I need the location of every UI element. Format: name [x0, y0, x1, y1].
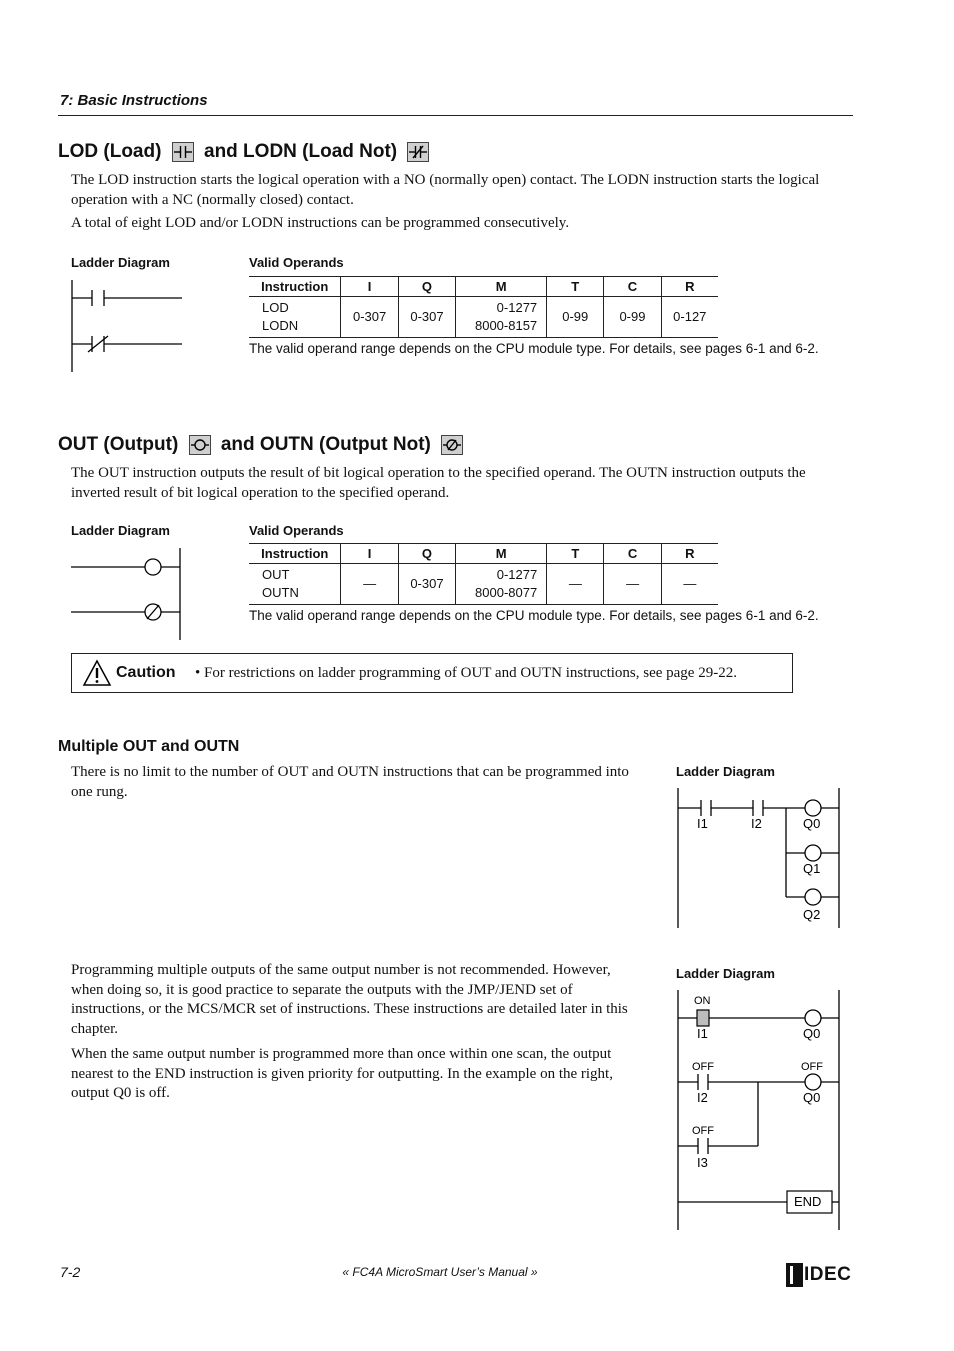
- col-q: Q: [398, 544, 455, 564]
- lod-ladder-diagram: [66, 278, 186, 374]
- out-operand-note: The valid operand range depends on the CPU module type. For details, see pages 6-1 and 6-2.: [249, 608, 819, 623]
- instruction-cell: OUT OUTN: [249, 564, 341, 605]
- lod-operand-note: The valid operand range depends on the CPU module type. For details, see pages 6-1 and 6-2.: [249, 341, 819, 356]
- multiple-para-1: There is no limit to the number of OUT and OUTN instructions that can be programmed into one rung.: [71, 764, 629, 800]
- diagram2-label: Ladder Diagram: [676, 966, 775, 981]
- label-i2: I2: [751, 816, 762, 831]
- output-coil-icon: [189, 435, 211, 455]
- out-ladder-label: Ladder Diagram: [71, 523, 170, 538]
- col-instruction: Instruction: [249, 277, 341, 297]
- c-cell: 0-99: [604, 297, 661, 338]
- diagram1-label: Ladder Diagram: [676, 764, 775, 779]
- nc-contact-icon: [407, 142, 429, 162]
- label-q0: Q0: [803, 816, 821, 831]
- label-q0-second: Q0: [803, 1090, 821, 1105]
- col-instruction: Instruction: [249, 544, 341, 564]
- r-cell: —: [661, 564, 718, 605]
- c-cell: —: [604, 564, 661, 605]
- label-off-i2: OFF: [692, 1061, 714, 1073]
- col-t: T: [547, 544, 604, 564]
- page-number: 7-2: [60, 1264, 81, 1280]
- m-cell: 0-1277 8000-8157: [456, 297, 547, 338]
- q-cell: 0-307: [398, 297, 455, 338]
- lod-title: LOD (Load): [58, 141, 162, 162]
- col-c: C: [604, 544, 661, 564]
- out-ladder-diagram: [66, 546, 186, 642]
- col-c: C: [604, 277, 661, 297]
- col-i: I: [341, 277, 398, 297]
- caution-label: Caution: [116, 664, 176, 681]
- caution-text: • For restrictions on ladder programming of OUT and OUTN instructions, see page 29-22.: [195, 665, 737, 681]
- q-cell: 0-307: [398, 564, 455, 605]
- table-row: [249, 564, 718, 605]
- col-m: M: [456, 277, 547, 297]
- label-i3: I3: [697, 1155, 708, 1170]
- col-t: T: [547, 277, 604, 297]
- idec-logo-text: IDEC: [804, 1264, 852, 1285]
- lodn-title: and LODN (Load Not): [204, 141, 398, 162]
- manual-title: « FC4A MicroSmart User’s Manual »: [342, 1265, 538, 1279]
- col-r: R: [661, 544, 718, 564]
- outn-title: and OUTN (Output Not): [220, 434, 431, 455]
- lod-description: The LOD instruction starts the logical operation with a NO (normally open) contact. The LODN instruction starts the logical operation with a NC (normally closed) contact.: [71, 172, 820, 208]
- col-r: R: [661, 277, 718, 297]
- warning-icon: [82, 659, 112, 687]
- label-end: END: [794, 1194, 822, 1209]
- label-off-i3: OFF: [692, 1125, 714, 1137]
- out-heading: [58, 434, 468, 456]
- t-cell: 0-99: [547, 297, 604, 338]
- label-q0-first: Q0: [803, 1026, 821, 1041]
- r-cell: 0-127: [661, 297, 718, 338]
- multiple-heading: Multiple OUT and OUTN: [58, 738, 240, 755]
- lod-ladder-label: Ladder Diagram: [71, 255, 170, 270]
- col-m: M: [456, 544, 547, 564]
- chapter-title: 7: Basic Instructions: [60, 92, 208, 109]
- label-off-q0: OFF: [801, 1061, 823, 1073]
- lod-operands-table: [249, 276, 718, 338]
- lod-limit-note: A total of eight LOD and/or LODN instructions can be programmed consecutively.: [71, 215, 570, 231]
- contact-on-indicator: [697, 1010, 709, 1026]
- no-contact-icon: [172, 142, 194, 162]
- caution-box: [71, 653, 793, 693]
- multiple-para-2: Programming multiple outputs of the same output number is not recommended. However, when doing so, it is good practice to separate the outputs with the JMP/JEND set of instructions, or the MCS/MCR set of instructions. These instructions are detailed later in this chapter.: [71, 962, 628, 1037]
- instruction-cell: LOD LODN: [249, 297, 341, 338]
- idec-logo: [786, 1263, 854, 1287]
- lod-operands-label: Valid Operands: [249, 255, 344, 270]
- out-description: The OUT instruction outputs the result of bit logical operation to the specified operand. The OUTN instruction outputs the inverted result of bit logical operation to the specified operand.: [71, 465, 806, 501]
- i-cell: —: [341, 564, 398, 605]
- multiple-para-3: When the same output number is programmed more than once within one scan, the output nearest to the END instruction is given priority for outputting. In the example on the right, output Q0 is off.: [71, 1046, 613, 1101]
- i-cell: 0-307: [341, 297, 398, 338]
- label-on: ON: [694, 995, 711, 1007]
- label-i2: I2: [697, 1090, 708, 1105]
- label-i1: I1: [697, 1026, 708, 1041]
- lod-heading: [58, 141, 434, 163]
- negated-output-coil-icon: [441, 435, 463, 455]
- out-title: OUT (Output): [58, 434, 179, 455]
- m-cell: 0-1277 8000-8077: [456, 564, 547, 605]
- out-operands-label: Valid Operands: [249, 523, 344, 538]
- same-output-ladder-diagram: [670, 986, 846, 1232]
- col-q: Q: [398, 277, 455, 297]
- col-i: I: [341, 544, 398, 564]
- label-i1: I1: [697, 816, 708, 831]
- label-q2: Q2: [803, 907, 821, 922]
- t-cell: —: [547, 564, 604, 605]
- out-operands-table: [249, 543, 718, 605]
- label-q1: Q1: [803, 861, 821, 876]
- table-row: [249, 297, 718, 338]
- multiple-outputs-ladder-diagram: [670, 784, 846, 930]
- header-rule: [58, 115, 853, 116]
